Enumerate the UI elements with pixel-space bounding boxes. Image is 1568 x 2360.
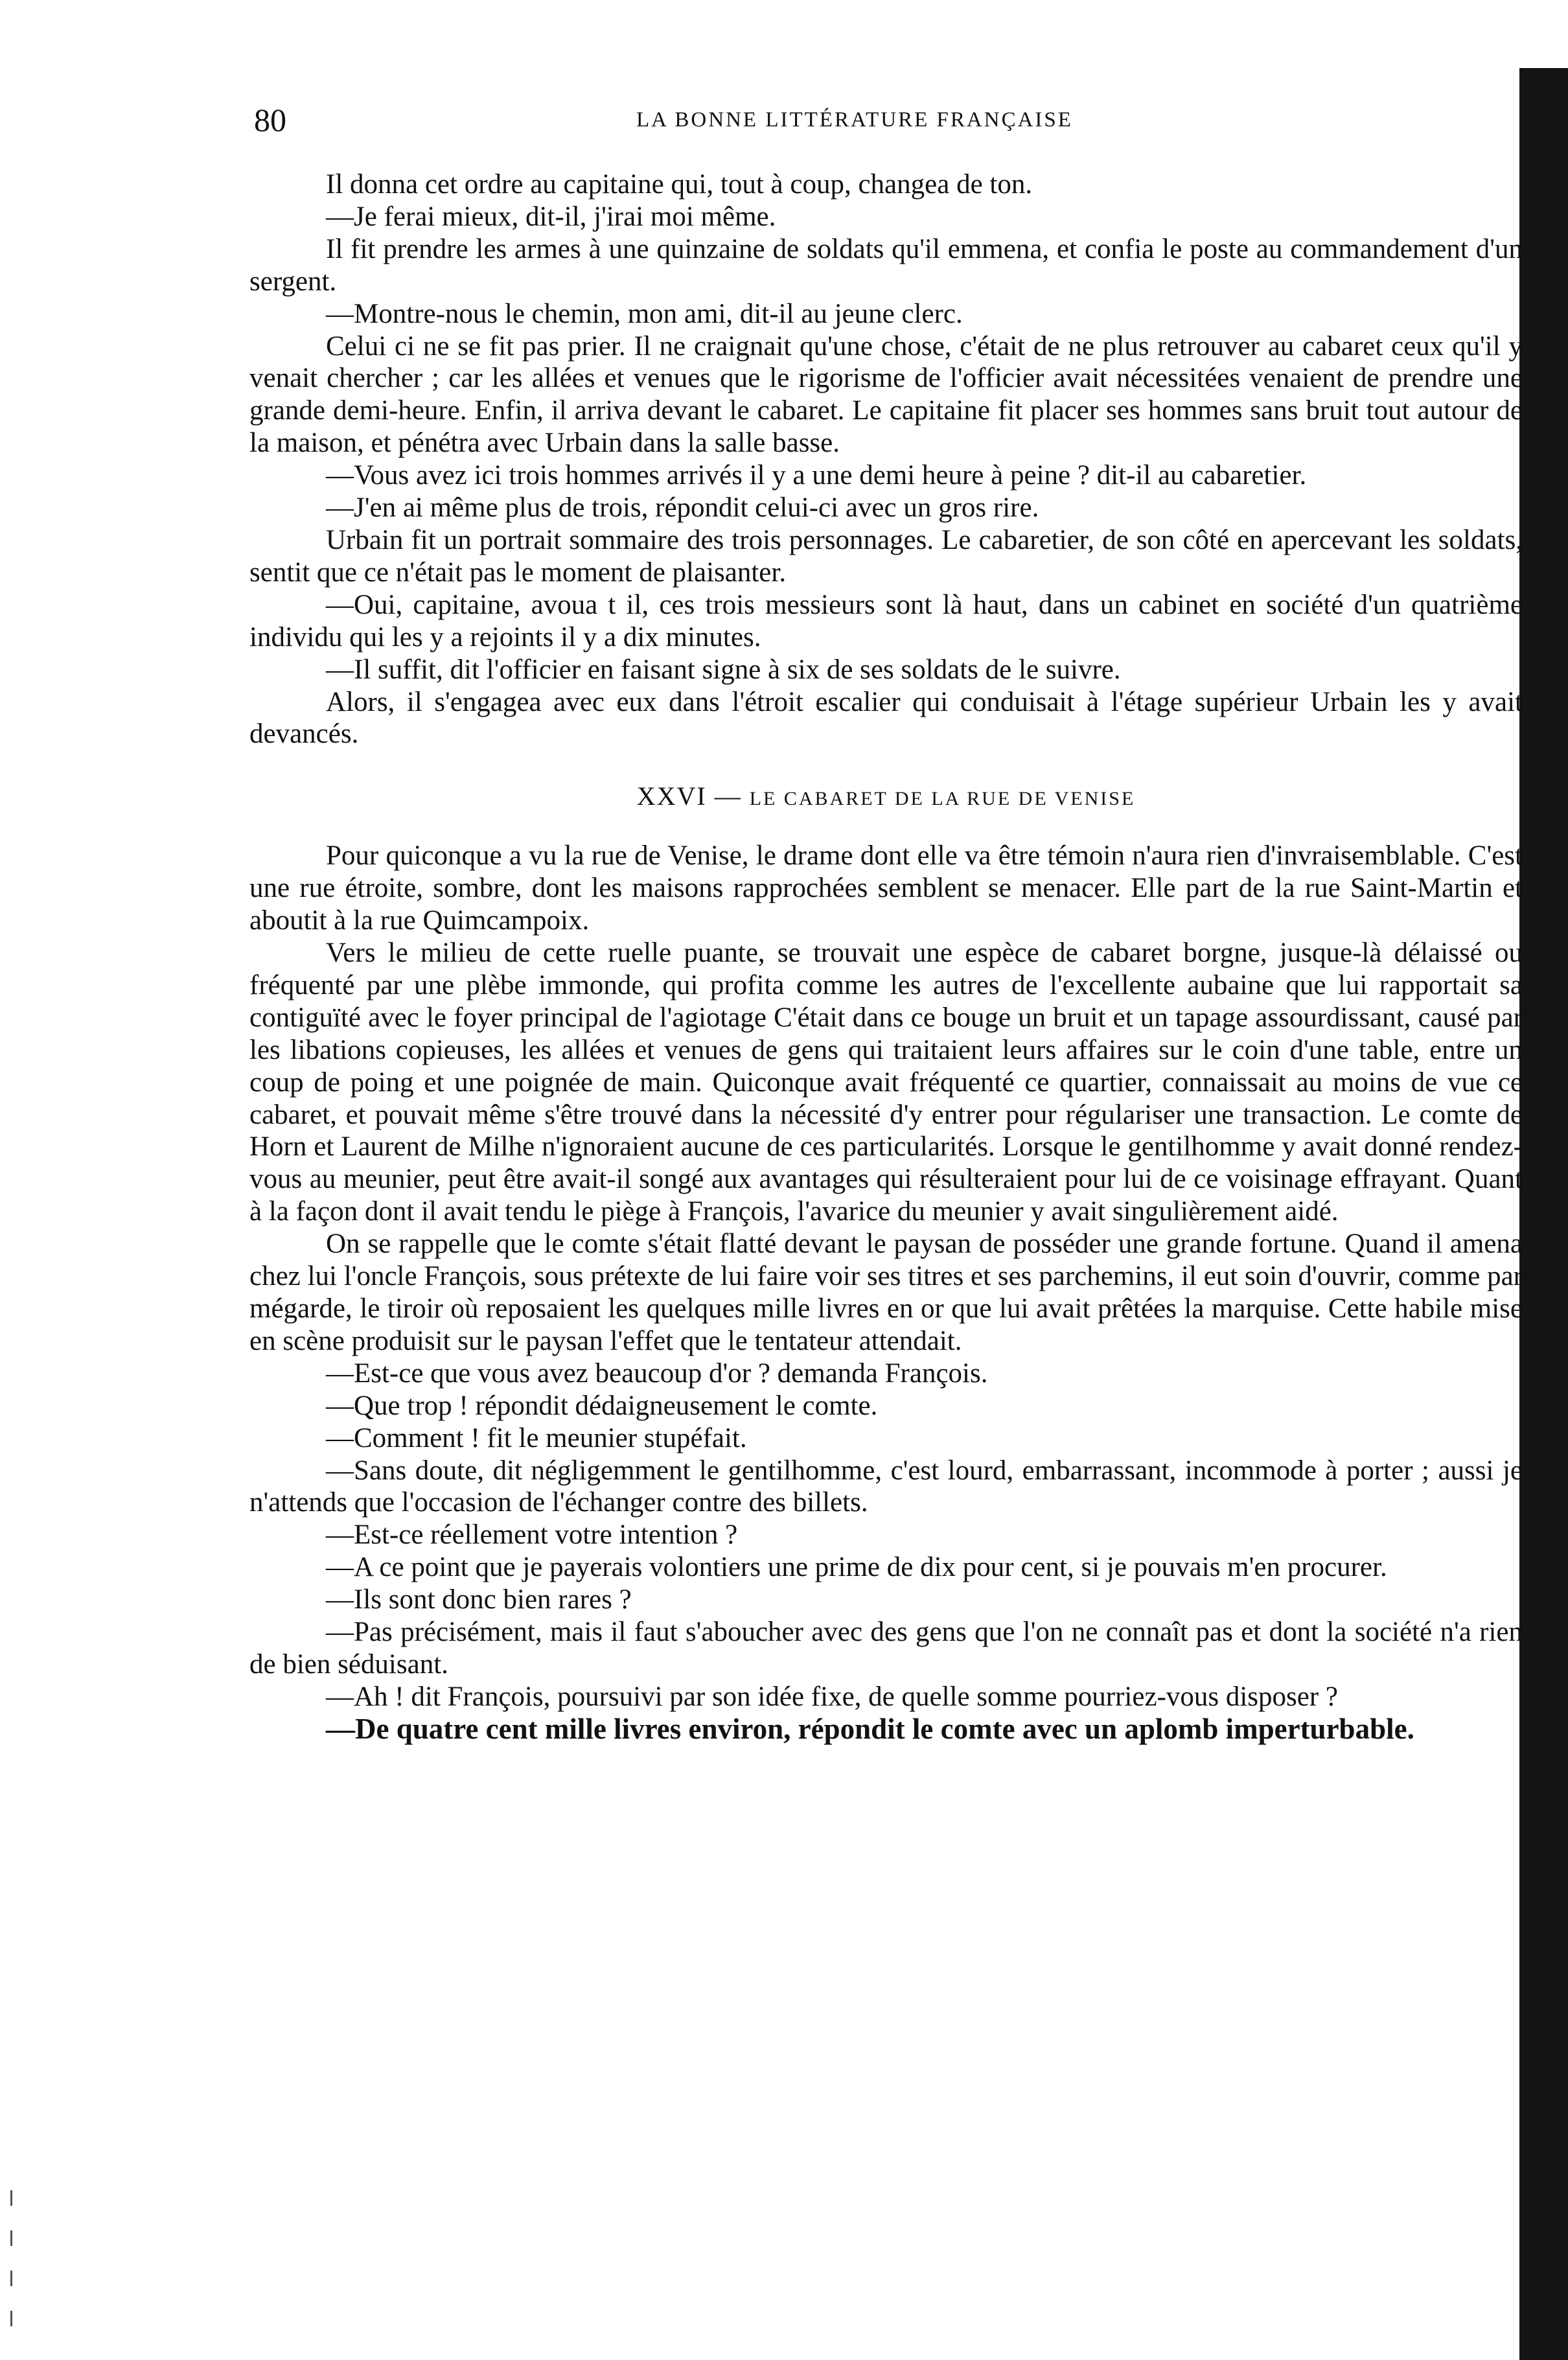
paragraph: Il donna cet ordre au capitaine qui, tout à coup, changea de ton. [326,169,1033,200]
paragraph: Il fit prendre les armes à une quinzaine de soldats qu'il emmena, et confia le poste au commandement d'un sergent. [249,233,1523,297]
paragraph: —Ah ! dit François, poursuivi par son idée fixe, de quelle somme pourriez-vous disposer ? [326,1681,1338,1712]
scan-artifact-marks [10,2190,17,2346]
paragraph: —A ce point que je payerais volontiers une prime de dix pour cent, si je pouvais m'en procurer. [326,1552,1387,1583]
scan-mark [10,2230,12,2246]
paragraph: Urbain fit un portrait sommaire des trois personnages. Le cabaretier, de son côté en apercevant les soldats, sentit que ce n'était pas le moment de plaisanter. [249,524,1523,588]
chapter-number: XXVI [636,781,707,811]
paragraph: —Que trop ! répondit dédaigneusement le comte. [326,1390,878,1421]
paragraph: —Je ferai mieux, dit-il, j'irai moi même. [326,201,776,232]
paragraph: —Est-ce que vous avez beaucoup d'or ? demanda François. [326,1358,988,1389]
paragraph: Celui ci ne se fit pas prier. Il ne craignait qu'une chose, c'était de ne plus retrouver au cabaret ceux qu'il y venait chercher ; car les allées et venues que le rigorisme de l'officier avait nécessitées venaient de prendre une grande demi-heure. Enfin, il arriva devant le cabaret. Le capitaine fit placer ses hommes sans bruit tout autour de la maison, et pénétra avec Urbain dans la salle basse. [249,330,1523,459]
binding-edge-shadow [1519,68,1568,2360]
chapter-dash: — [714,781,742,811]
paragraph: —Il suffit, dit l'officier en faisant signe à six de ses soldats de le suivre. [326,654,1121,685]
scan-mark [10,2271,12,2286]
scan-mark [10,2311,12,2326]
paragraph: —Montre-nous le chemin, mon ami, dit-il au jeune clerc. [326,298,963,329]
page-header [254,97,1517,143]
paragraph: —Est-ce réellement votre intention ? [326,1520,738,1551]
paragraph: Vers le milieu de cette ruelle puante, se trouvait une espèce de cabaret borgne, jusque-là délaissé ou fréquenté par une plèbe immonde, qui profita comme les autres de l'excellente aubaine que lui rapportait sa contiguïté avec le foyer principal de l'agiotage C'était dans ce bouge un bruit et un tapage assourdissant, causé par les libations copieuses, les allées et venues de gens qui traitaient leurs affaires sur le coin d'une table, entre un coup de poing et une poignée de main. Quiconque avait fréquenté ce quartier, connaissait au moins de vue ce cabaret, et pouvait même s'être trouvé dans la nécessité d'y entrer pour régulariser une transaction. Le comte de Horn et Laurent de Milhe n'ignoraient aucune de ces particularités. Lorsque le gentilhomme y avait donné rendez-vous au meunier, peut être avait-il songé aux avantages qui résulteraient pour lui de ce voisinage effrayant. Quant à la façon dont il avait tendu le piège à François, l'avarice du meunier y avait singulièrement aidé. [249,938,1523,1227]
paragraph: —Pas précisément, mais il faut s'aboucher avec des gens que l'on ne connaît pas et dont la société n'a rien de bien séduisant. [249,1617,1523,1680]
paragraph: —Oui, capitaine, avoua t il, ces trois messieurs sont là haut, dans un cabinet en société d'un quatrième individu qui les y a rejoints il y a dix minutes. [249,589,1523,653]
paragraph: On se rappelle que le comte s'était flatté devant le paysan de posséder une grande fortune. Quand il amena chez lui l'oncle François, sous prétexte de lui faire voir ses titres et ses parchemins, il eut soin d'ouvrir, comme par mégarde, le tiroir où reposaient les quelques mille livres en or que lui avait prêtées la marquise. Cette habile mise en scène produisit sur le paysan l'effet que le tentateur attendait. [249,1229,1523,1356]
paragraph: —De quatre cent mille livres environ, répondit le comte avec un aplomb imperturbable. [326,1712,1414,1745]
page-number: 80 [254,102,286,138]
body-text [249,168,1523,1746]
paragraph: —J'en ai même plus de trois, répondit celui-ci avec un gros rire. [326,492,1039,524]
paragraph: —Sans doute, dit négligemment le gentilhomme, c'est lourd, embarrassant, incommode à porter ; aussi je n'attends que l'occasion de l'échanger contre des billets. [249,1455,1523,1518]
scan-mark [10,2190,12,2206]
chapter-title: LE CABARET DE LA RUE DE VENISE [749,788,1136,810]
paragraph: Pour quiconque a vu la rue de Venise, le drame dont elle va être témoin n'aura rien d'invraisemblable. C'est une rue étroite, sombre, dont les maisons rapprochées semblent se menacer. Elle part de la rue Saint-Martin et aboutit à la rue Quimcampoix. [249,840,1523,936]
chapter-heading [249,780,1523,815]
paragraph: —Vous avez ici trois hommes arrivés il y a une demi heure à peine ? dit-il au cabaretier. [326,460,1307,491]
running-title: LA BONNE LITTÉRATURE FRANÇAISE [636,108,1073,132]
paragraph: Alors, il s'engagea avec eux dans l'étroit escalier qui conduisait à l'étage supérieur Urbain les y avait devancés. [249,686,1523,750]
paragraph: —Comment ! fit le meunier stupéfait. [326,1422,747,1453]
paragraph: —Ils sont donc bien rares ? [326,1584,632,1615]
